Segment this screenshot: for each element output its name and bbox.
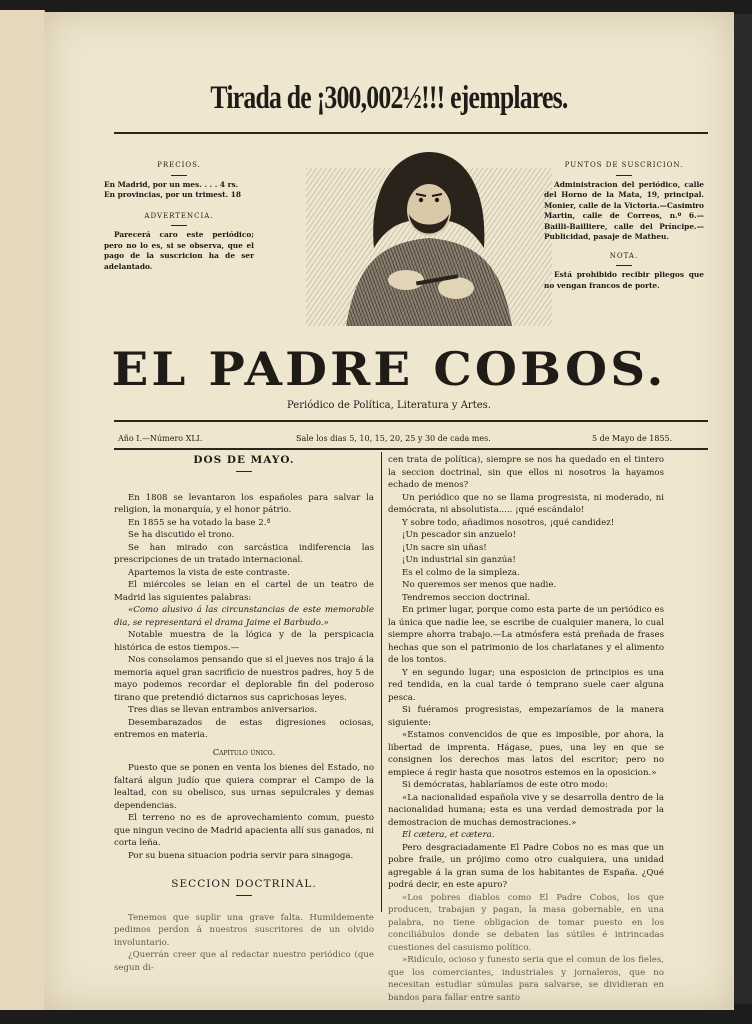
paragraph: Se ha discutido el trono.: [128, 530, 235, 540]
paragraph: Si demócratas, hablaríamos de este otro modo:: [402, 780, 608, 790]
paragraph: »Ridículo, ocioso y funesto seria que el comun de los fieles, que los comerciantes, industriales y jornaleros, que no necesitan estudiar súmulas para salvarse, se dividieran en bandos para fallar entre santo: [388, 955, 664, 1003]
paragraph: Tenemos que suplir una grave falta. Humildemente pedimos perdon á nuestros suscritores de un olvido involuntario.: [114, 912, 374, 948]
divider: [171, 225, 187, 226]
paragraph: El cætera, et cætera.: [402, 830, 495, 840]
left-column: [114, 454, 374, 973]
issue-number: Año I.—Número XLI.: [118, 434, 203, 443]
schedule: Sale los dias 5, 10, 15, 20, 25 y 30 de cada mes.: [296, 434, 491, 443]
capitulo-heading: Capítulo único.: [212, 746, 276, 757]
dateline-rule-bottom: [114, 448, 708, 450]
print-run-banner: Tirada de ¡300,002½!!! ejemplares.: [210, 80, 568, 116]
paragraph: En 1855 se ha votado la base 2.ª: [128, 517, 271, 528]
paragraph: Si fuéramos progresistas, empezaríamos de la manera siguiente:: [388, 705, 664, 728]
paragraph: Pero desgraciadamente El Padre Cobos no es mas que un pobre fraile, un prójimo como otro cualquiera, una unidad agregable á la gran suma de los habitantes de España. ¿Qué podrá decir, en este apuro?: [388, 842, 664, 890]
advertencia-text: Parecerá caro este periódico; pero no lo es, si se observa, que el pago de la suscricion ha de ser adelantado.: [104, 230, 254, 271]
nota-text: Está prohibido recibir pliegos que no vengan francos de porte.: [544, 270, 704, 290]
paragraph: Notable muestra de la lógica y de la perspicacia histórica de estos tiempos.—: [114, 630, 374, 653]
newspaper-page: [44, 12, 734, 1010]
paragraph: Puesto que se ponen en venta los bienes del Estado, no faltará algun judío que quiera comprar el Campo de la lealtad, con su obelisco, sus urnas sepulcrales y demas dependencias.: [114, 763, 374, 811]
paragraph: Nos consolamos pensando que si el jueves nos trajo á la memoria aquel gran sacrificio de nuestros padres, hoy 5 de mayo podemos recordar el deplorable fin del poderoso tirano que pretendió dictarnos sus caprichosas leyes.: [114, 655, 374, 703]
divider: [616, 265, 632, 266]
advertencia-title: ADVERTENCIA.: [144, 211, 214, 220]
masthead-subtitle: Periódico de Política, Literatura y Artes.: [287, 400, 491, 411]
issue-date: 5 de Mayo de 1855.: [592, 434, 673, 443]
column-divider: [381, 452, 382, 912]
price-provinces: En provincias, por un trimest. 18: [104, 190, 241, 199]
paragraph: ¡Un sacre sin uñas!: [402, 542, 487, 553]
paragraph: En primer lugar, porque como esta parte de un periódico es la única que nadie lee, se escribe de cualquier manera, lo cual siempre ahorra trabajo.—La atmósfera está preñada de frases hechas que son el patrimonio de los charlatanes y el alimento de los tontos.: [388, 605, 664, 665]
paragraph: Y sobre todo, añadimos nosotros, ¡qué candidez!: [402, 517, 615, 528]
paragraph: Es el colmo de la simpleza.: [402, 567, 520, 578]
paragraph: El miércoles se leian en el cartel de un teatro de Madrid las siguientes palabras:: [114, 580, 374, 603]
paragraph: ¡Un pescador sin anzuelo!: [402, 530, 517, 540]
puntos-text: Administracion del periódico, calle del Horno de la Mata, 19, principal. Monier, calle de la Victoria.—Casimiro Martin, calle de Correos, n.º 6.—Bailli-Bailliere, calle del Príncipe.—Publicidad, pasaje de Matheu.: [544, 179, 704, 241]
friar-illustration: [306, 148, 552, 326]
book-edge: [734, 14, 752, 1004]
masthead-title: EL PADRE COBOS.: [111, 342, 667, 396]
nota-title: NOTA.: [609, 251, 639, 260]
price-madrid: En Madrid, por un mes. . . . 4 rs.: [104, 179, 239, 189]
prices-box: [104, 160, 254, 272]
divider: [616, 175, 632, 176]
divider: [236, 895, 252, 896]
prices-title: PRECIOS.: [157, 161, 201, 169]
paragraph: En 1808 se levantaron los españoles para salvar la religion, la monarquía, y el honor pátrio.: [114, 492, 374, 515]
paragraph: ¿Querrán creer que al redactar nuestro periódico (que segun di-: [114, 950, 374, 973]
divider: [236, 471, 252, 472]
right-column: [388, 454, 664, 1003]
paragraph: cen trata de política), siempre se nos ha quedado en el tintero la seccion doctrinal, sin que ellos ni nosotros la hayamos echado de menos?: [388, 455, 664, 490]
paragraph: ¡Un industrial sin ganzúa!: [402, 555, 516, 565]
header-rule: [114, 132, 708, 134]
paragraph: Se han mirado con sarcástica indiferencia las prescripciones de un tratado internacional.: [114, 542, 374, 565]
dateline-rule-top: [114, 420, 708, 422]
seccion-doctrinal-heading: SECCION DOCTRINAL.: [171, 878, 317, 890]
paragraph: Apartemos la vista de este contraste.: [128, 567, 290, 578]
subscription-box: [544, 160, 704, 291]
paragraph: No queremos ser menos que nadie.: [402, 580, 557, 590]
paragraph: Por su buena situacion podria servir para sinagoga.: [128, 850, 354, 861]
left-page-edge: [0, 10, 45, 1010]
paragraph: «La nacionalidad española vive y se desarrolla dentro de la nacionalidad humana; esta es una verdad demostrada por la demostracion de muchas demostraciones.»: [388, 792, 664, 828]
paragraph: Y en segundo lugar; una esposicion de principios es una red tendida, en la cual tarde ó temprano suele caer alguna pesca.: [388, 667, 664, 703]
dos-de-mayo-heading: DOS DE MAYO.: [193, 454, 295, 466]
paragraph: «Los pobres diablos como El Padre Cobos, los que producen, trabajan y pagan, la masa gobernable, en una palabra, no tiene obligacion de tomar puesto en los conciliábulos donde se debaten las sútiles é intrincadas cuestiones del casuismo político.: [388, 892, 664, 953]
paragraph: «Estamos convencidos de que es imposible, por ahora, la libertad de imprenta. Hágase, pues, una ley en que se consignen los derechos mas latos del escritor; pero no empiece á regir hasta que nosotros estemos en la oposicion.»: [388, 730, 664, 778]
paragraph: Un periódico que no se llama progresista, ni moderado, ni demócrata, ni absolutista..... ¡qué escándalo!: [388, 492, 664, 515]
paragraph: El terreno no es de aprovechamiento comun, puesto que ningun vecino de Madrid apacienta allí sus ganados, ni corta leña.: [114, 813, 374, 848]
paragraph: Tendremos seccion doctrinal.: [402, 592, 531, 603]
divider: [171, 175, 187, 176]
paragraph: Desembarazados de estas digresiones ociosas, entremos en materia.: [114, 717, 374, 740]
paragraph: Tres dias se llevan entrambos aniversarios.: [128, 705, 318, 715]
puntos-title: PUNTOS DE SUSCRICION.: [564, 161, 684, 169]
paragraph: «Como alusivo á las circunstancias de este memorable dia, se representará el drama Jaime el Barbudo.»: [114, 605, 374, 628]
